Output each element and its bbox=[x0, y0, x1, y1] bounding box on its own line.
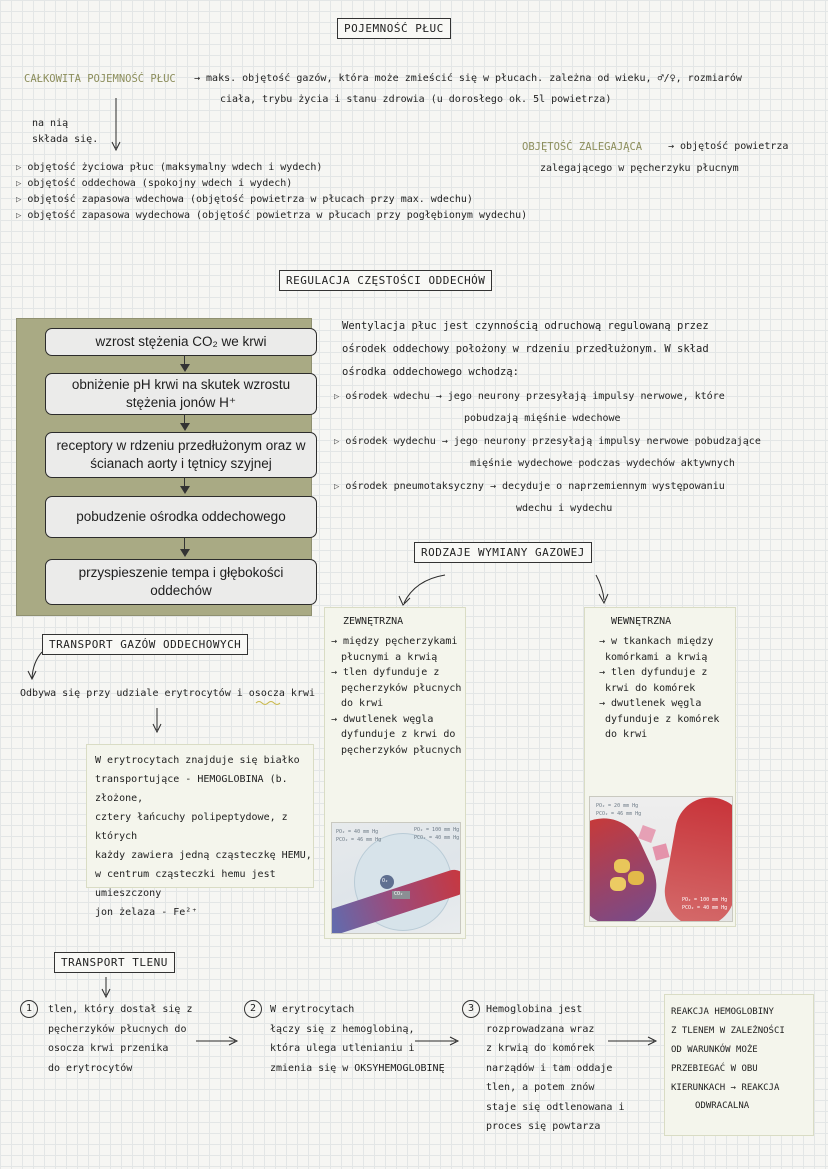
alveolus-illustration: PO₂ = 40 mm Hg PCO₂ = 46 mm Hg PO₂ = 100 mm Hg PCO₂ = 40 mm Hg O₂ CO₂ bbox=[331, 822, 461, 934]
capacity-list bbox=[16, 160, 527, 224]
list-item: → w tkankach między bbox=[599, 636, 714, 647]
list-item: płucnymi a krwią bbox=[341, 651, 438, 663]
list-item: ▷ objętość życiowa płuc (maksymalny wdech i wydech) bbox=[16, 162, 323, 173]
list-item: pęcherzyków płucnych bbox=[341, 682, 462, 694]
transport-gases-title: TRANSPORT GAZÓW ODDECHOWYCH bbox=[42, 634, 248, 655]
list-item: → między pęcherzykami bbox=[331, 636, 458, 647]
list-item: komórkami a krwią bbox=[605, 651, 708, 663]
triangle-bullet-icon: ▷ bbox=[334, 392, 340, 402]
triangle-bullet-icon: ▷ bbox=[16, 178, 22, 189]
triangle-bullet-icon: ▷ bbox=[16, 163, 22, 173]
flow-step: wzrost stężenia CO₂ we krwi bbox=[45, 328, 317, 356]
text-line: W erytrocytach znajduje się białko bbox=[95, 755, 300, 766]
triangle-bullet-icon: ▷ bbox=[16, 194, 22, 205]
external-exchange-panel bbox=[324, 607, 466, 939]
list-item: do krwi bbox=[341, 698, 384, 709]
exchange-title: RODZAJE WYMIANY GAZOWEJ bbox=[414, 542, 592, 563]
flow-step: obniżenie pH krwi na skutek wzrostu stężenia jonów H⁺ bbox=[45, 373, 317, 415]
list-item: do krwi bbox=[605, 729, 648, 740]
step-number: 3 bbox=[462, 1000, 480, 1018]
flow-step: pobudzenie ośrodka oddechowego bbox=[45, 496, 317, 538]
regulation-intro-2: ośrodek oddechowy położony w rdzeniu przedłużonym. W skład bbox=[342, 343, 709, 355]
capacity-definition-2: ciała, trybu życia i stanu zdrowia (u dorosłego ok. 5l powietrza) bbox=[220, 94, 612, 105]
text-line: transportujące - HEMOGLOBINA (b. złożone, bbox=[95, 774, 288, 804]
triangle-bullet-icon: ▷ bbox=[334, 437, 340, 447]
regulation-flowchart bbox=[16, 318, 312, 616]
list-item: ▷ objętość zapasowa wydechowa (objętość powietrza w płucach przy pogłębionym wydechu) bbox=[16, 209, 528, 221]
center-item-cont: pobudzają mięśnie wdechowe bbox=[464, 413, 621, 424]
regulation-intro-3: ośrodka oddechowego wchodzą: bbox=[342, 366, 520, 378]
list-item: ▷ objętość zapasowa wdechowa (objętość powietrza w płucach przy max. wdechu) bbox=[16, 193, 473, 205]
hemoglobin-box bbox=[86, 744, 314, 918]
transport-oxygen-title: TRANSPORT TLENU bbox=[54, 952, 175, 973]
list-item: → tlen dyfunduje z bbox=[331, 667, 440, 678]
list-item: dyfunduje z komórek bbox=[605, 713, 720, 725]
capacity-label: CAŁKOWITA POJEMNOŚĆ PŁUC bbox=[24, 73, 176, 85]
center-item-cont: wdechu i wydechu bbox=[516, 503, 613, 514]
text-line: w centrum cząsteczki hemu jest umieszczony bbox=[95, 869, 276, 899]
triangle-bullet-icon: ▷ bbox=[334, 482, 340, 492]
tissue-illustration: PO₂ = 20 mm Hg PCO₂ = 46 mm Hg PO₂ = 100 mm Hg PCO₂ = 40 mm Hg bbox=[589, 796, 733, 922]
residual-label: OBJĘTOŚĆ ZALEGAJĄCA bbox=[522, 141, 643, 153]
center-item: ▷ ośrodek wydechu → jego neurony przesyłają impulsy nerwowe pobudzające bbox=[334, 436, 761, 447]
text-line: jon żelaza - Fe²⁺ bbox=[95, 907, 198, 918]
flow-step: receptory w rdzeniu przedłużonym oraz w ścianach aorty i tętnicy szyjnej bbox=[45, 432, 317, 478]
center-item: ▷ ośrodek pneumotaksyczny → decyduje o naprzemiennym występowaniu bbox=[334, 481, 725, 492]
oxygen-step-1: 1 tlen, który dostał się z pęcherzyków płucnych do osocza krwi przenika do erytrocytów bbox=[20, 1000, 193, 1078]
consists-note: na nią składa się. bbox=[32, 118, 99, 145]
internal-exchange-panel bbox=[584, 607, 736, 927]
external-title: ZEWNĘTRZNA bbox=[343, 616, 404, 627]
list-item: → tlen dyfunduje z bbox=[599, 667, 708, 678]
list-item: ▷ objętość oddechowa (spokojny wdech i wydech) bbox=[16, 177, 293, 189]
oxygen-step-2: 2 W erytrocytach łączy się z hemoglobiną, która ulega utlenianiu i zmienia się w OKSYHEMOGLOBINĘ bbox=[244, 1000, 445, 1078]
step-number: 1 bbox=[20, 1000, 38, 1018]
center-item: ▷ ośrodek wdechu → jego neurony przesyłają impulsy nerwowe, które bbox=[334, 391, 725, 402]
text-line: każdy zawiera jedną cząsteczkę HEMU, bbox=[95, 850, 312, 861]
step-number: 2 bbox=[244, 1000, 262, 1018]
internal-title: WEWNĘTRZNA bbox=[611, 616, 672, 627]
transport-gases-line: Odbywa się przy udziale erytrocytów i osocza krwi bbox=[20, 688, 316, 699]
list-item: → dwutlenek węgla bbox=[599, 698, 702, 709]
center-item-cont: mięśnie wydechowe podczas wydechów aktywnych bbox=[470, 458, 735, 469]
reaction-box: REAKCJA HEMOGLOBINY Z TLENEM W ZALEŻNOŚCI OD WARUNKÓW MOŻE PRZEBIEGAĆ W OBU KIERUNKACH → REAKCJA ODWRACALNA bbox=[664, 994, 814, 1136]
residual-definition-2: zalegającego w pęcherzyku płucnym bbox=[540, 163, 739, 174]
capacity-definition-1: → maks. objętość gazów, która może zmieścić się w płucach. zależna od wieku, ♂/♀, rozmiarów bbox=[194, 73, 742, 84]
list-item: krwi do komórek bbox=[605, 682, 696, 694]
list-item: dyfunduje z krwi do bbox=[341, 729, 456, 740]
regulation-title: REGULACJA CZĘSTOŚCI ODDECHÓW bbox=[279, 270, 492, 291]
flow-step: przyspieszenie tempa i głębokości oddechów bbox=[45, 559, 317, 605]
text-line: cztery łańcuchy polipeptydowe, z których bbox=[95, 812, 288, 842]
list-item: → dwutlenek węgla bbox=[331, 713, 434, 725]
list-item: pęcherzyków płucnych bbox=[341, 744, 462, 756]
page-title: POJEMNOŚĆ PŁUC bbox=[337, 18, 451, 39]
residual-definition-1: → objętość powietrza bbox=[668, 141, 789, 152]
regulation-intro-1: Wentylacja płuc jest czynnością odruchową regulowaną przez bbox=[342, 320, 709, 332]
triangle-bullet-icon: ▷ bbox=[16, 210, 22, 221]
oxygen-step-3: 3 Hemoglobina jest rozprowadzana wraz z krwią do komórek narządów i tam oddaje tlen, a potem znów staje się odtlenowana i proces się powtarza bbox=[462, 1000, 624, 1137]
